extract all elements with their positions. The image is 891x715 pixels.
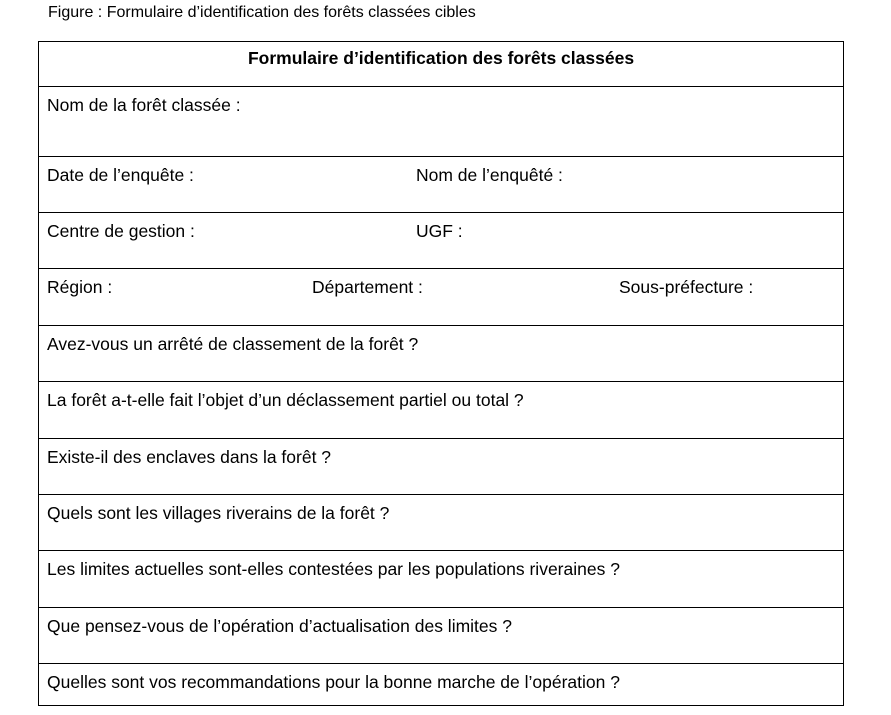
survey-date-row xyxy=(39,157,843,213)
classification-order-row xyxy=(39,326,843,382)
ugf-label: UGF : xyxy=(416,221,463,241)
identification-form xyxy=(38,41,844,706)
sub-prefecture-label: Sous-préfecture : xyxy=(619,277,754,297)
villages-row xyxy=(39,495,843,551)
region-label: Région : xyxy=(47,277,113,297)
boundaries-contested-row xyxy=(39,551,843,608)
forest-name-label: Nom de la forêt classée : xyxy=(47,95,241,115)
opinion-update-question: Que pensez-vous de l’opération d’actualisation des limites ? xyxy=(47,616,512,636)
form-title-row xyxy=(39,42,843,87)
figure-caption: Figure : Formulaire d’identification des forêts classées cibles xyxy=(48,4,476,21)
location-row xyxy=(39,269,843,326)
classification-order-question: Avez-vous un arrêté de classement de la forêt ? xyxy=(47,334,419,354)
management-center-label: Centre de gestion : xyxy=(47,221,195,241)
survey-date-label: Date de l’enquête : xyxy=(47,165,194,185)
recommendations-row xyxy=(39,664,843,705)
declassification-question: La forêt a-t-elle fait l’objet d’un déclassement partiel ou total ? xyxy=(47,390,524,410)
forest-name-row xyxy=(39,87,843,157)
opinion-update-row xyxy=(39,608,843,664)
form-title: Formulaire d’identification des forêts classées xyxy=(247,48,635,68)
declassification-row xyxy=(39,382,843,439)
boundaries-contested-question: Les limites actuelles sont-elles contestées par les populations riveraines ? xyxy=(47,559,620,579)
recommendations-question: Quelles sont vos recommandations pour la bonne marche de l’opération ? xyxy=(47,672,620,692)
respondent-name-label: Nom de l’enquêté : xyxy=(416,165,563,185)
villages-question: Quels sont les villages riverains de la forêt ? xyxy=(47,503,390,523)
enclaves-question: Existe-il des enclaves dans la forêt ? xyxy=(47,447,332,467)
management-center-row xyxy=(39,213,843,269)
department-label: Département : xyxy=(312,277,423,297)
enclaves-row xyxy=(39,439,843,495)
